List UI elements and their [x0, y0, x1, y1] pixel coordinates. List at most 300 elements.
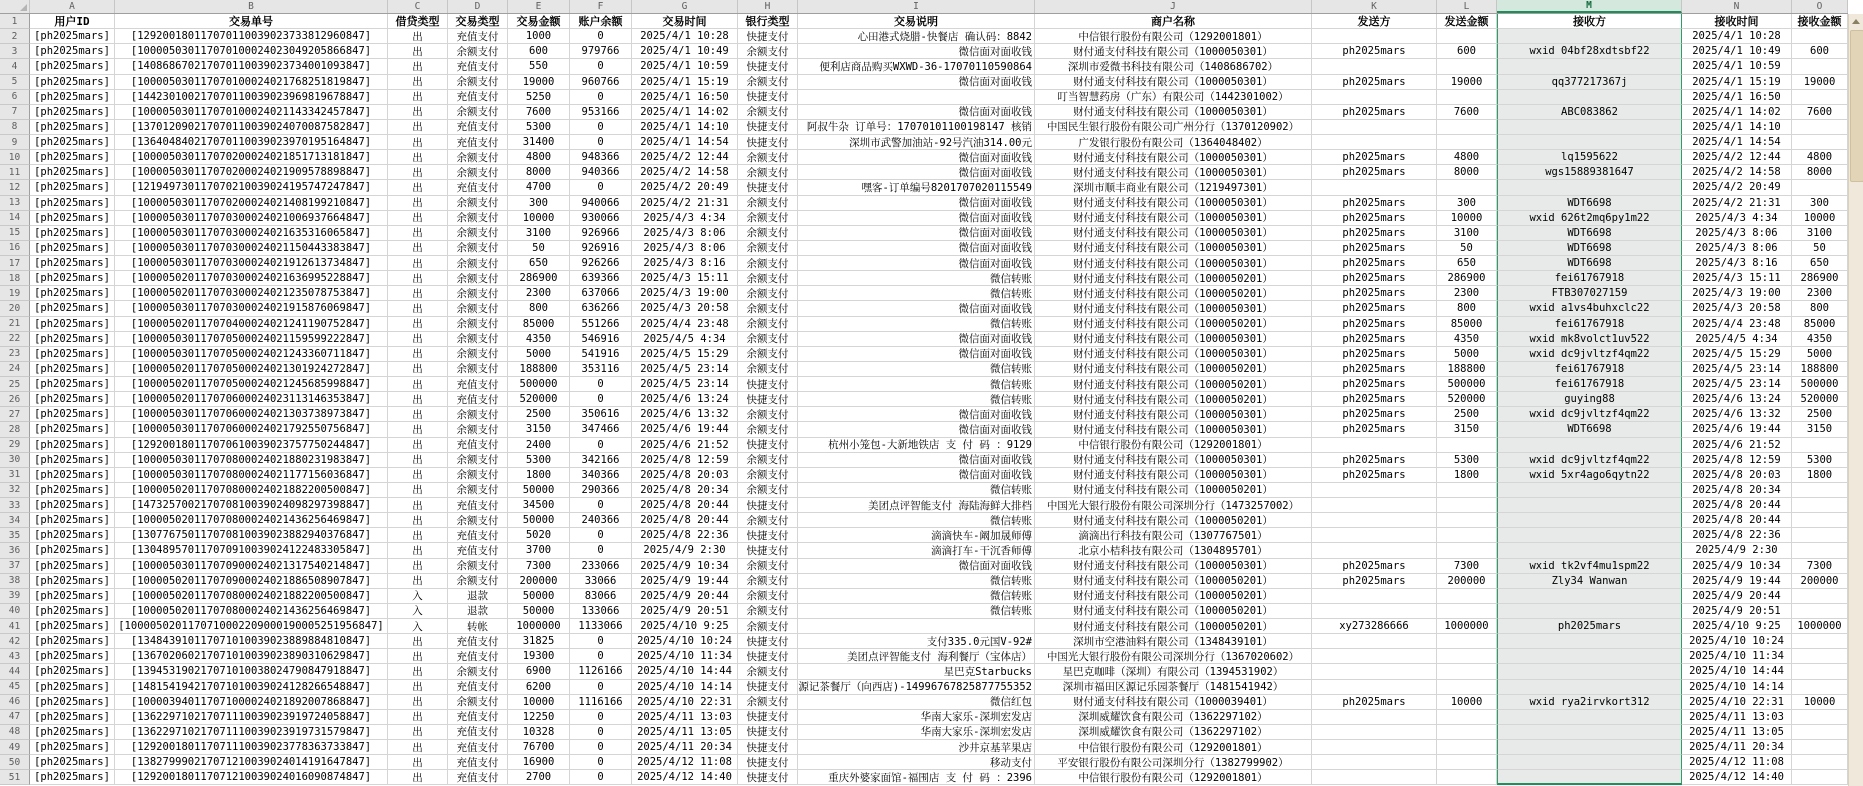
cell-l21[interactable]: 85000 — [1437, 317, 1497, 332]
row-number[interactable]: 45 — [0, 680, 30, 695]
cell-e9[interactable]: 31400 — [508, 135, 570, 150]
cell-d15[interactable]: 余额支付 — [448, 226, 508, 241]
cell-e39[interactable]: 50000 — [508, 589, 570, 604]
cell-j37[interactable]: 财付通支付科技有限公司（1000050301） — [1035, 559, 1312, 574]
column-header-g[interactable]: G — [632, 0, 738, 13]
cell-i34[interactable]: 微信转账 — [798, 513, 1035, 528]
cell-b12[interactable]: [121949730117070210039024195747247847] — [115, 180, 388, 195]
cell-h23[interactable]: 余额支付 — [738, 347, 798, 362]
cell-i32[interactable]: 微信转账 — [798, 483, 1035, 498]
cell-e30[interactable]: 5300 — [508, 453, 570, 468]
cell-o31[interactable]: 1800 — [1792, 468, 1848, 483]
cell-f29[interactable]: 0 — [570, 438, 632, 453]
cell-h30[interactable]: 余额支付 — [738, 453, 798, 468]
cell-n17[interactable]: 2025/4/3 8:16 — [1682, 256, 1792, 271]
cell-j50[interactable]: 平安银行股份有限公司深圳分行（1382799902） — [1035, 755, 1312, 770]
row-number[interactable]: 21 — [0, 317, 30, 332]
cell-m13[interactable]: WDT6698 — [1497, 196, 1682, 211]
cell-c9[interactable]: 出 — [388, 135, 448, 150]
cell-k28[interactable]: ph2025mars — [1312, 422, 1437, 437]
cell-i40[interactable]: 微信转账 — [798, 604, 1035, 619]
cell-o29[interactable] — [1792, 438, 1848, 453]
cell-a5[interactable]: [ph2025mars] — [30, 75, 115, 90]
cell-n10[interactable]: 2025/4/2 12:44 — [1682, 150, 1792, 165]
row-number[interactable]: 37 — [0, 559, 30, 574]
cell-d21[interactable]: 余额支付 — [448, 317, 508, 332]
cell-n25[interactable]: 2025/4/5 23:14 — [1682, 377, 1792, 392]
column-header-j[interactable]: J — [1035, 0, 1312, 13]
cell-b13[interactable]: [100005030117070200024021408199210847] — [115, 196, 388, 211]
select-all-corner[interactable] — [0, 0, 30, 13]
cell-l48[interactable] — [1437, 725, 1497, 740]
cell-e5[interactable]: 19000 — [508, 75, 570, 90]
cell-d32[interactable]: 余额支付 — [448, 483, 508, 498]
cell-n28[interactable]: 2025/4/6 19:44 — [1682, 422, 1792, 437]
cell-g9[interactable]: 2025/4/1 14:54 — [632, 135, 738, 150]
cell-h45[interactable]: 快捷支付 — [738, 680, 798, 695]
cell-m33[interactable] — [1497, 498, 1682, 513]
row-number[interactable]: 46 — [0, 695, 30, 710]
row-number[interactable]: 27 — [0, 407, 30, 422]
cell-l36[interactable] — [1437, 543, 1497, 558]
cell-o42[interactable] — [1792, 634, 1848, 649]
cell-k33[interactable] — [1312, 498, 1437, 513]
cell-m2[interactable] — [1497, 29, 1682, 44]
cell-c34[interactable]: 出 — [388, 513, 448, 528]
cell-e49[interactable]: 76700 — [508, 740, 570, 755]
cell-i47[interactable]: 华南大家乐-深圳宏发店 — [798, 710, 1035, 725]
cell-o46[interactable]: 10000 — [1792, 695, 1848, 710]
cell-f32[interactable]: 290366 — [570, 483, 632, 498]
cell-g31[interactable]: 2025/4/8 20:03 — [632, 468, 738, 483]
cell-c25[interactable]: 出 — [388, 377, 448, 392]
cell-n29[interactable]: 2025/4/6 21:52 — [1682, 438, 1792, 453]
cell-g29[interactable]: 2025/4/6 21:52 — [632, 438, 738, 453]
cell-i41[interactable] — [798, 619, 1035, 634]
cell-b26[interactable]: [100005020117070600024023113146353847] — [115, 392, 388, 407]
cell-k16[interactable]: ph2025mars — [1312, 241, 1437, 256]
cell-d42[interactable]: 充值支付 — [448, 634, 508, 649]
cell-m10[interactable]: lq1595622 — [1497, 150, 1682, 165]
cell-l19[interactable]: 2300 — [1437, 286, 1497, 301]
cell-b23[interactable]: [100005030117070500024021243360711847] — [115, 347, 388, 362]
cell-f7[interactable]: 953166 — [570, 105, 632, 120]
column-header-k[interactable]: K — [1312, 0, 1437, 13]
cell-m46[interactable]: wxid rya2irvkort312 — [1497, 695, 1682, 710]
cell-a26[interactable]: [ph2025mars] — [30, 392, 115, 407]
cell-o30[interactable]: 5300 — [1792, 453, 1848, 468]
cell-i26[interactable]: 微信转账 — [798, 392, 1035, 407]
cell-d45[interactable]: 充值支付 — [448, 680, 508, 695]
cell-h8[interactable]: 快捷支付 — [738, 120, 798, 135]
cell-b1[interactable]: 交易单号 — [115, 14, 388, 29]
cell-e17[interactable]: 650 — [508, 256, 570, 271]
cell-c10[interactable]: 出 — [388, 150, 448, 165]
cell-n48[interactable]: 2025/4/11 13:05 — [1682, 725, 1792, 740]
cell-o13[interactable]: 300 — [1792, 196, 1848, 211]
cell-b15[interactable]: [100005030117070300024021635316065847] — [115, 226, 388, 241]
cell-e14[interactable]: 10000 — [508, 211, 570, 226]
cell-f11[interactable]: 940366 — [570, 165, 632, 180]
cell-l42[interactable] — [1437, 634, 1497, 649]
cell-j23[interactable]: 财付通支付科技有限公司（1000050301） — [1035, 347, 1312, 362]
cell-l29[interactable] — [1437, 438, 1497, 453]
cell-g36[interactable]: 2025/4/9 2:30 — [632, 543, 738, 558]
cell-g42[interactable]: 2025/4/10 10:24 — [632, 634, 738, 649]
cell-j42[interactable]: 深圳市空港油料有限公司（1348439101） — [1035, 634, 1312, 649]
cell-o50[interactable] — [1792, 755, 1848, 770]
cell-i29[interactable]: 杭州小笼包-大新地铁店 支 付 码 ：9129 — [798, 438, 1035, 453]
cell-k46[interactable]: ph2025mars — [1312, 695, 1437, 710]
cell-b4[interactable]: [140868670217070110039023734001093847] — [115, 59, 388, 74]
cell-l1[interactable]: 发送金额 — [1437, 14, 1497, 29]
cell-g27[interactable]: 2025/4/6 13:32 — [632, 407, 738, 422]
row-number[interactable]: 36 — [0, 543, 30, 558]
cell-h12[interactable]: 快捷支付 — [738, 180, 798, 195]
cell-l6[interactable] — [1437, 90, 1497, 105]
cell-d14[interactable]: 余额支付 — [448, 211, 508, 226]
cell-j40[interactable]: 财付通支付科技有限公司（1000050201） — [1035, 604, 1312, 619]
cell-o2[interactable] — [1792, 29, 1848, 44]
cell-b6[interactable]: [144230100217070110039023969819678847] — [115, 90, 388, 105]
cell-a14[interactable]: [ph2025mars] — [30, 211, 115, 226]
cell-j3[interactable]: 财付通支付科技有限公司（1000050301） — [1035, 44, 1312, 59]
cell-h11[interactable]: 余额支付 — [738, 165, 798, 180]
cell-h4[interactable]: 快捷支付 — [738, 59, 798, 74]
cell-e12[interactable]: 4700 — [508, 180, 570, 195]
cell-j45[interactable]: 深圳市福田区源记乐园茶餐厅（1481541942） — [1035, 680, 1312, 695]
cell-i22[interactable]: 微信面对面收钱 — [798, 332, 1035, 347]
cell-l44[interactable] — [1437, 664, 1497, 679]
cell-i37[interactable]: 微信面对面收钱 — [798, 559, 1035, 574]
row-number[interactable]: 28 — [0, 422, 30, 437]
cell-o18[interactable]: 286900 — [1792, 271, 1848, 286]
cell-a32[interactable]: [ph2025mars] — [30, 483, 115, 498]
cell-g38[interactable]: 2025/4/9 19:44 — [632, 574, 738, 589]
cell-o44[interactable] — [1792, 664, 1848, 679]
cell-c28[interactable]: 出 — [388, 422, 448, 437]
cell-f15[interactable]: 926966 — [570, 226, 632, 241]
cell-h32[interactable]: 余额支付 — [738, 483, 798, 498]
cell-h37[interactable]: 余额支付 — [738, 559, 798, 574]
row-number[interactable]: 18 — [0, 271, 30, 286]
cell-e41[interactable]: 1000000 — [508, 619, 570, 634]
cell-b51[interactable]: [129200180117071210039024016090874847] — [115, 770, 388, 785]
cell-k51[interactable] — [1312, 770, 1437, 785]
cell-d24[interactable]: 余额支付 — [448, 362, 508, 377]
cell-j51[interactable]: 中信银行股份有限公司（1292001801） — [1035, 770, 1312, 785]
cell-a22[interactable]: [ph2025mars] — [30, 332, 115, 347]
cell-g10[interactable]: 2025/4/2 12:44 — [632, 150, 738, 165]
cell-n35[interactable]: 2025/4/8 22:36 — [1682, 528, 1792, 543]
cell-b43[interactable]: [136702060217071010039023890310629847] — [115, 649, 388, 664]
cell-h1[interactable]: 银行类型 — [738, 14, 798, 29]
cell-k17[interactable]: ph2025mars — [1312, 256, 1437, 271]
cell-h51[interactable]: 快捷支付 — [738, 770, 798, 785]
cell-k49[interactable] — [1312, 740, 1437, 755]
cell-n47[interactable]: 2025/4/11 13:03 — [1682, 710, 1792, 725]
cell-m25[interactable]: fei61767918 — [1497, 377, 1682, 392]
cell-a51[interactable]: [ph2025mars] — [30, 770, 115, 785]
cell-a9[interactable]: [ph2025mars] — [30, 135, 115, 150]
cell-h44[interactable]: 余额支付 — [738, 664, 798, 679]
row-number[interactable]: 22 — [0, 332, 30, 347]
cell-i20[interactable]: 微信面对面收钱 — [798, 301, 1035, 316]
cell-n32[interactable]: 2025/4/8 20:34 — [1682, 483, 1792, 498]
cell-n5[interactable]: 2025/4/1 15:19 — [1682, 75, 1792, 90]
cell-e11[interactable]: 8000 — [508, 165, 570, 180]
cell-m9[interactable] — [1497, 135, 1682, 150]
cell-f9[interactable]: 0 — [570, 135, 632, 150]
cell-m37[interactable]: wxid tk2vf4mu1spm22 — [1497, 559, 1682, 574]
cell-k6[interactable] — [1312, 90, 1437, 105]
cell-j6[interactable]: 叮当智慧药房（广东）有限公司（1442301002） — [1035, 90, 1312, 105]
cell-g14[interactable]: 2025/4/3 4:34 — [632, 211, 738, 226]
cell-f47[interactable]: 0 — [570, 710, 632, 725]
cell-g15[interactable]: 2025/4/3 8:06 — [632, 226, 738, 241]
cell-l7[interactable]: 7600 — [1437, 105, 1497, 120]
cell-o26[interactable]: 520000 — [1792, 392, 1848, 407]
cell-f39[interactable]: 83066 — [570, 589, 632, 604]
cell-j33[interactable]: 中国光大银行股份有限公司深圳分行（1473257002） — [1035, 498, 1312, 513]
cell-g7[interactable]: 2025/4/1 14:02 — [632, 105, 738, 120]
cell-o39[interactable] — [1792, 589, 1848, 604]
cell-j48[interactable]: 深圳威耀饮食有限公司（1362297102） — [1035, 725, 1312, 740]
cell-m31[interactable]: wxid 5xr4ago6qytn22 — [1497, 468, 1682, 483]
cell-m51[interactable] — [1497, 770, 1682, 785]
cell-e19[interactable]: 2300 — [508, 286, 570, 301]
cell-n43[interactable]: 2025/4/10 11:34 — [1682, 649, 1792, 664]
cell-b27[interactable]: [100005030117070600024021303738973847] — [115, 407, 388, 422]
cell-b42[interactable]: [134843910117071010039023889884810847] — [115, 634, 388, 649]
cell-d1[interactable]: 交易类型 — [448, 14, 508, 29]
cell-b3[interactable]: [100005030117070100024023049205866847] — [115, 44, 388, 59]
cell-o23[interactable]: 5000 — [1792, 347, 1848, 362]
scrollbar-thumb[interactable] — [1850, 30, 1863, 182]
cell-d20[interactable]: 余额支付 — [448, 301, 508, 316]
cell-n50[interactable]: 2025/4/12 11:08 — [1682, 755, 1792, 770]
cell-c13[interactable]: 出 — [388, 196, 448, 211]
cell-j29[interactable]: 中信银行股份有限公司（1292001801） — [1035, 438, 1312, 453]
row-number[interactable]: 20 — [0, 301, 30, 316]
cell-j44[interactable]: 星巴克咖啡（深圳）有限公司（1394531902） — [1035, 664, 1312, 679]
cell-h20[interactable]: 余额支付 — [738, 301, 798, 316]
row-number[interactable]: 2 — [0, 29, 30, 44]
cell-o9[interactable] — [1792, 135, 1848, 150]
cell-b10[interactable]: [100005030117070200024021851713181847] — [115, 150, 388, 165]
cell-i18[interactable]: 微信转账 — [798, 271, 1035, 286]
cell-b22[interactable]: [100005030117070500024021159599222847] — [115, 332, 388, 347]
cell-a2[interactable]: [ph2025mars] — [30, 29, 115, 44]
cell-c29[interactable]: 出 — [388, 438, 448, 453]
cell-b2[interactable]: [129200180117070110039023733812960847] — [115, 29, 388, 44]
cell-f25[interactable]: 0 — [570, 377, 632, 392]
cell-i28[interactable]: 微信面对面收钱 — [798, 422, 1035, 437]
cell-a15[interactable]: [ph2025mars] — [30, 226, 115, 241]
cell-f8[interactable]: 0 — [570, 120, 632, 135]
cell-l47[interactable] — [1437, 710, 1497, 725]
cell-k3[interactable]: ph2025mars — [1312, 44, 1437, 59]
cell-d36[interactable]: 充值支付 — [448, 543, 508, 558]
cell-c43[interactable]: 出 — [388, 649, 448, 664]
row-number[interactable]: 14 — [0, 211, 30, 226]
cell-d23[interactable]: 余额支付 — [448, 347, 508, 362]
cell-m4[interactable] — [1497, 59, 1682, 74]
cell-l49[interactable] — [1437, 740, 1497, 755]
cell-e48[interactable]: 10328 — [508, 725, 570, 740]
cell-j26[interactable]: 财付通支付科技有限公司（1000050201） — [1035, 392, 1312, 407]
cell-j9[interactable]: 广发银行股份有限公司（1364048402） — [1035, 135, 1312, 150]
cell-g34[interactable]: 2025/4/8 20:44 — [632, 513, 738, 528]
cell-c33[interactable]: 出 — [388, 498, 448, 513]
cell-k7[interactable]: ph2025mars — [1312, 105, 1437, 120]
cell-o14[interactable]: 10000 — [1792, 211, 1848, 226]
cell-m23[interactable]: wxid dc9jvltzf4qm22 — [1497, 347, 1682, 362]
cell-j41[interactable]: 财付通支付科技有限公司（1000050201） — [1035, 619, 1312, 634]
cell-j21[interactable]: 财付通支付科技有限公司（1000050201） — [1035, 317, 1312, 332]
cell-d17[interactable]: 余额支付 — [448, 256, 508, 271]
cell-k15[interactable]: ph2025mars — [1312, 226, 1437, 241]
cell-h19[interactable]: 余额支付 — [738, 286, 798, 301]
cell-d49[interactable]: 充值支付 — [448, 740, 508, 755]
cell-d31[interactable]: 余额支付 — [448, 468, 508, 483]
cell-o6[interactable] — [1792, 90, 1848, 105]
cell-a11[interactable]: [ph2025mars] — [30, 165, 115, 180]
cell-k12[interactable] — [1312, 180, 1437, 195]
cell-o8[interactable] — [1792, 120, 1848, 135]
cell-g2[interactable]: 2025/4/1 10:28 — [632, 29, 738, 44]
cell-b37[interactable]: [100005030117070900024021317540214847] — [115, 559, 388, 574]
cell-l15[interactable]: 3100 — [1437, 226, 1497, 241]
cell-j18[interactable]: 财付通支付科技有限公司（1000050201） — [1035, 271, 1312, 286]
column-header-m[interactable]: M — [1497, 0, 1682, 13]
cell-b18[interactable]: [100005020117070300024021636995228847] — [115, 271, 388, 286]
cell-d2[interactable]: 充值支付 — [448, 29, 508, 44]
cell-a33[interactable]: [ph2025mars] — [30, 498, 115, 513]
cell-g28[interactable]: 2025/4/6 19:44 — [632, 422, 738, 437]
cell-n2[interactable]: 2025/4/1 10:28 — [1682, 29, 1792, 44]
cell-d6[interactable]: 充值支付 — [448, 90, 508, 105]
cell-b20[interactable]: [100005030117070300024021915876069847] — [115, 301, 388, 316]
cell-a17[interactable]: [ph2025mars] — [30, 256, 115, 271]
cell-f49[interactable]: 0 — [570, 740, 632, 755]
cell-c47[interactable]: 出 — [388, 710, 448, 725]
cell-l46[interactable]: 10000 — [1437, 695, 1497, 710]
cell-l12[interactable] — [1437, 180, 1497, 195]
row-number[interactable]: 51 — [0, 770, 30, 785]
cell-h16[interactable]: 余额支付 — [738, 241, 798, 256]
cell-d18[interactable]: 余额支付 — [448, 271, 508, 286]
cell-m3[interactable]: wxid 04bf28xdtsbf22 — [1497, 44, 1682, 59]
row-number[interactable]: 49 — [0, 740, 30, 755]
cell-a13[interactable]: [ph2025mars] — [30, 196, 115, 211]
cell-b19[interactable]: [100005020117070300024021235078753847] — [115, 286, 388, 301]
cell-j7[interactable]: 财付通支付科技有限公司（1000050301） — [1035, 105, 1312, 120]
cell-n46[interactable]: 2025/4/10 22:31 — [1682, 695, 1792, 710]
cell-e22[interactable]: 4350 — [508, 332, 570, 347]
cell-m18[interactable]: fei61767918 — [1497, 271, 1682, 286]
cell-k22[interactable]: ph2025mars — [1312, 332, 1437, 347]
cell-o33[interactable] — [1792, 498, 1848, 513]
cell-m41[interactable]: ph2025mars — [1497, 619, 1682, 634]
cell-i24[interactable]: 微信转账 — [798, 362, 1035, 377]
row-number[interactable]: 25 — [0, 377, 30, 392]
cell-k18[interactable]: ph2025mars — [1312, 271, 1437, 286]
cell-f16[interactable]: 926916 — [570, 241, 632, 256]
cell-l9[interactable] — [1437, 135, 1497, 150]
cell-d10[interactable]: 余额支付 — [448, 150, 508, 165]
cell-m38[interactable]: Zly34 Wanwan — [1497, 574, 1682, 589]
cell-d48[interactable]: 充值支付 — [448, 725, 508, 740]
cell-c39[interactable]: 入 — [388, 589, 448, 604]
cell-e29[interactable]: 2400 — [508, 438, 570, 453]
cell-h21[interactable]: 余额支付 — [738, 317, 798, 332]
cell-h46[interactable]: 余额支付 — [738, 695, 798, 710]
cell-d40[interactable]: 退款 — [448, 604, 508, 619]
cell-k1[interactable]: 发送方 — [1312, 14, 1437, 29]
cell-j5[interactable]: 财付通支付科技有限公司（1000050301） — [1035, 75, 1312, 90]
cell-g26[interactable]: 2025/4/6 13:24 — [632, 392, 738, 407]
cell-k2[interactable] — [1312, 29, 1437, 44]
cell-c18[interactable]: 出 — [388, 271, 448, 286]
row-number[interactable]: 24 — [0, 362, 30, 377]
row-number[interactable]: 34 — [0, 513, 30, 528]
cell-i5[interactable]: 微信面对面收钱 — [798, 75, 1035, 90]
row-number[interactable]: 41 — [0, 619, 30, 634]
cell-m11[interactable]: wgs15889381647 — [1497, 165, 1682, 180]
cell-f37[interactable]: 233066 — [570, 559, 632, 574]
cell-c23[interactable]: 出 — [388, 347, 448, 362]
cell-i45[interactable]: 源记茶餐厅（向西店)-14996767825877755352 — [798, 680, 1035, 695]
cell-j19[interactable]: 财付通支付科技有限公司（1000050201） — [1035, 286, 1312, 301]
cell-d41[interactable]: 转帐 — [448, 619, 508, 634]
cell-j16[interactable]: 财付通支付科技有限公司（1000050301） — [1035, 241, 1312, 256]
cell-h6[interactable]: 快捷支付 — [738, 90, 798, 105]
cell-n41[interactable]: 2025/4/10 9:25 — [1682, 619, 1792, 634]
cell-d4[interactable]: 充值支付 — [448, 59, 508, 74]
cell-e7[interactable]: 7600 — [508, 105, 570, 120]
cell-l34[interactable] — [1437, 513, 1497, 528]
cell-l2[interactable] — [1437, 29, 1497, 44]
cell-g43[interactable]: 2025/4/10 11:34 — [632, 649, 738, 664]
cell-g19[interactable]: 2025/4/3 19:00 — [632, 286, 738, 301]
cell-c49[interactable]: 出 — [388, 740, 448, 755]
cell-k50[interactable] — [1312, 755, 1437, 770]
cell-j1[interactable]: 商户名称 — [1035, 14, 1312, 29]
cell-a12[interactable]: [ph2025mars] — [30, 180, 115, 195]
cell-f50[interactable]: 0 — [570, 755, 632, 770]
cell-a36[interactable]: [ph2025mars] — [30, 543, 115, 558]
cell-j13[interactable]: 财付通支付科技有限公司（1000050301） — [1035, 196, 1312, 211]
cell-k41[interactable]: xy273286666 — [1312, 619, 1437, 634]
cell-a46[interactable]: [ph2025mars] — [30, 695, 115, 710]
cell-i42[interactable]: 支付335.0元国V-92# — [798, 634, 1035, 649]
cell-g46[interactable]: 2025/4/10 22:31 — [632, 695, 738, 710]
cell-l26[interactable]: 520000 — [1437, 392, 1497, 407]
cell-i10[interactable]: 微信面对面收钱 — [798, 150, 1035, 165]
cell-f14[interactable]: 930066 — [570, 211, 632, 226]
cell-b7[interactable]: [100005030117070100024021143342457847] — [115, 105, 388, 120]
cell-h24[interactable]: 余额支付 — [738, 362, 798, 377]
cell-k21[interactable]: ph2025mars — [1312, 317, 1437, 332]
cell-j2[interactable]: 中信银行股份有限公司（1292001801） — [1035, 29, 1312, 44]
row-number[interactable]: 30 — [0, 453, 30, 468]
cell-o4[interactable] — [1792, 59, 1848, 74]
cell-c3[interactable]: 出 — [388, 44, 448, 59]
cell-i8[interactable]: 阿叔牛杂 订单号：17070101100198147 核销 — [798, 120, 1035, 135]
cell-j11[interactable]: 财付通支付科技有限公司（1000050301） — [1035, 165, 1312, 180]
cell-l18[interactable]: 286900 — [1437, 271, 1497, 286]
